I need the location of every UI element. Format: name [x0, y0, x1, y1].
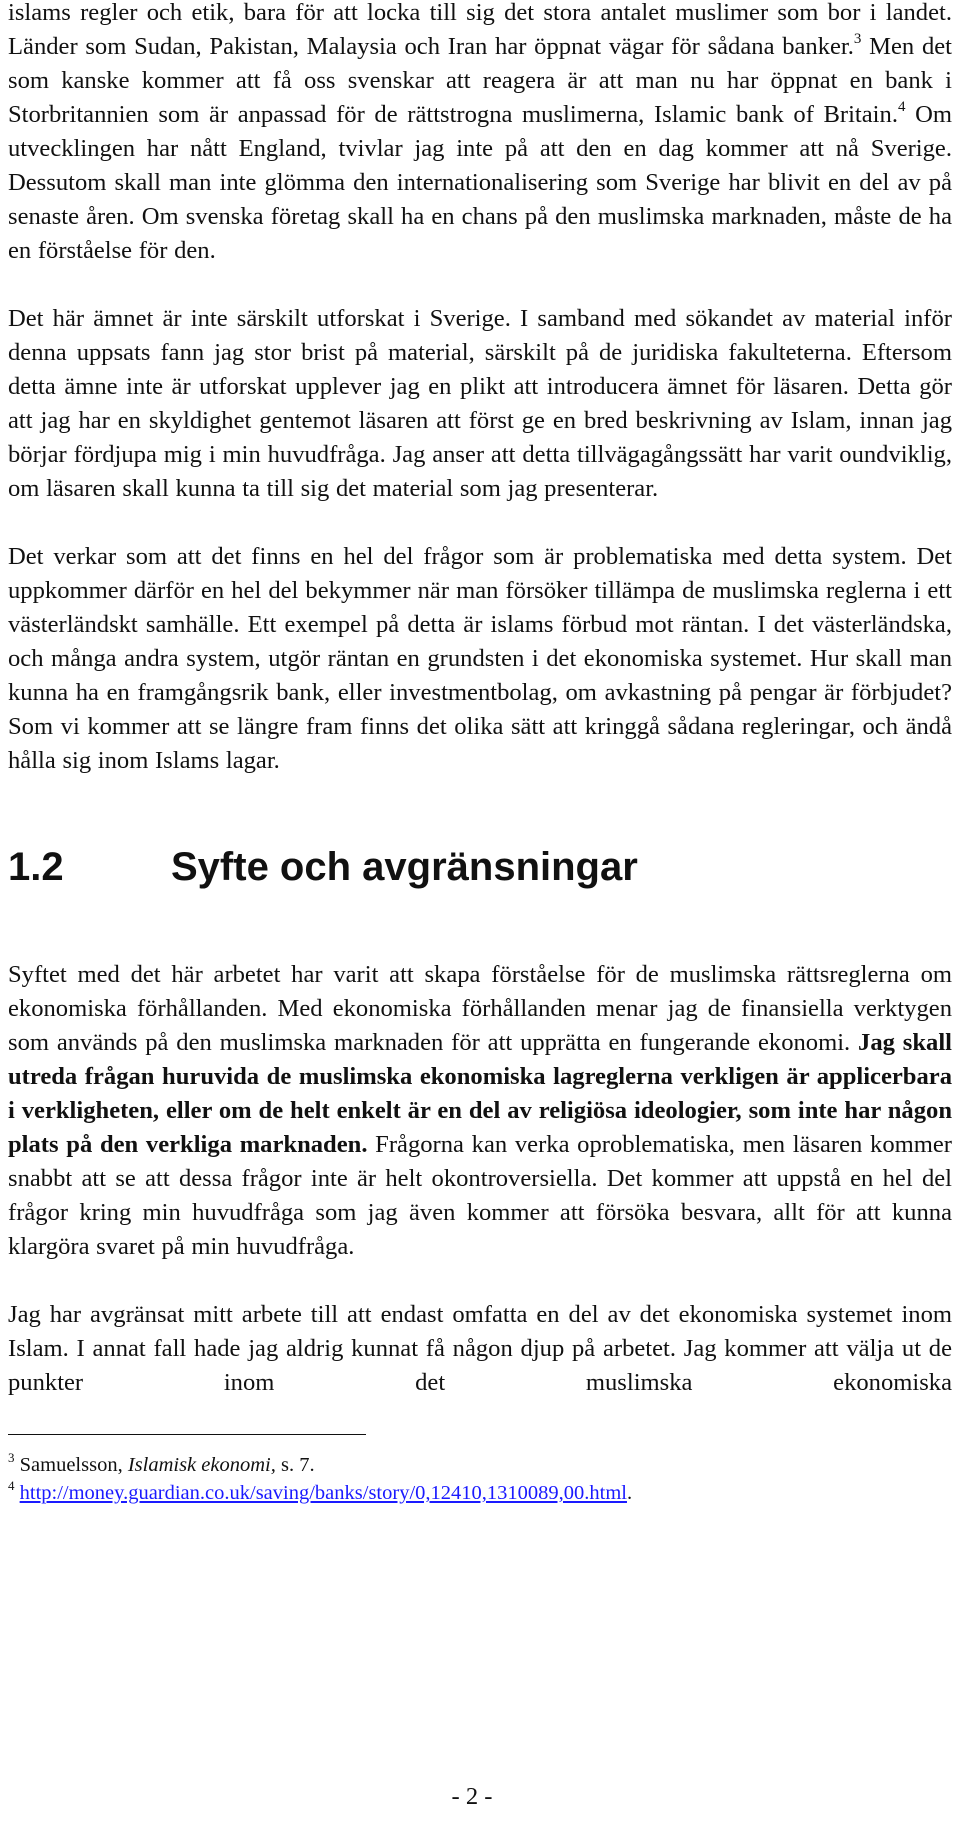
footnote-3: $^3$ Samuelsson, Islamisk ekonomi, s. 7. — [8, 1450, 315, 1476]
page-number: - 2 - — [451, 1783, 493, 1810]
paragraph-islamic-banks: islams regler och etik, bara för att locka till sig det stora antalet muslimer som bor i landet. Länder som Sudan, Pakistan, Malaysia och Iran har öppnat vägar för sådana banker.$^3$ Men det som kanske kommer att få oss svenskar att reagera är att man nu har öppnat en bank i Storbritannien som är anpassad för de rättstrogna muslimerna, Islamic bank of Britain.$^4$ Om utvecklingen har nått England, tvivlar jag inte på att den en dag kommer att nå Sverige. Dessutom skall man inte glömma den internationalisering som Sverige har blivit en del av på senaste åren. Om svenska företag skall ha en chans på den muslimska marknaden, måste de ha en förståelse för den. — [8, 0, 952, 264]
paragraph-delimitation: Jag har avgränsat mitt arbete till att endast omfatta en del av det ekonomiska systemet inom Islam. I annat fall hade jag aldrig kunnat få någon djup på arbetet. Jag kommer att välja ut de punkter inom det muslimska ekonomiska — [8, 1301, 952, 1396]
footnote-ref-4[interactable]: 4 — [897, 99, 906, 115]
footnote-ref-3[interactable]: 3 — [853, 31, 862, 47]
section-title: Syfte och avgränsningar — [171, 845, 638, 889]
research-question: Jag skall utreda frågan huruvida de muslimska ekonomiska lagreglerna verkligen är applicerbara i verkligheten, eller om de helt enkelt är en del av religiösa ideologier, som inte har någon plats på den verkliga marknaden. — [8, 1029, 952, 1158]
paragraph-problems: Det verkar som att det finns en hel del frågor som är problematiska med detta system. Det uppkommer därför en hel del bekymmer när man försöker tillämpa de muslimska reglerna i ett västerländskt samhälle. Ett exempel på detta är islams förbud mot räntan. I det västerländska, och många andra system, utgör räntan en grundsten i det ekonomiska systemet. Hur skall man kunna ha en framgångsrik bank, eller investmentbolag, om avkastning på pengar är förbjudet? Som vi kommer att se längre fram finns det olika sätt att kringgå sådana regleringar, och ändå hålla sig inom Islams lagar. — [8, 543, 952, 774]
footnote-4: $^4$ http://money.guardian.co.uk/saving/banks/story/0,12410,1310089,00.html. — [8, 1478, 633, 1504]
section-heading — [8, 845, 952, 889]
paragraph-research-gap: Det här ämnet är inte särskilt utforskat i Sverige. I samband med sökandet av material inför denna uppsats fann jag stor brist på material, särskilt på de juridiska fakulteterna. Eftersom detta ämne inte är utforskat upplever jag en plikt att introducera ämnet för läsaren. Detta gör att jag har en skyldighet gentemot läsaren att först ge en bred beskrivning av Islam, innan jag börjar fördjupa mig i min huvudfråga. Jag anser att detta tillvägagångssätt har varit oundviklig, om läsaren skall kunna ta till sig det material som jag presenterar. — [8, 305, 952, 502]
document-page — [8, 0, 952, 1507]
footnote-4-link[interactable]: http://money.guardian.co.uk/saving/banks/story/0,12410,1310089,00.html — [19, 1482, 627, 1504]
footnotes — [8, 1451, 952, 1507]
section-number: 1.2 — [8, 845, 64, 889]
paragraph-purpose: Syftet med det här arbetet har varit att skapa förståelse för de muslimska rättsreglerna om ekonomiska förhållanden. Med ekonomiska förhållanden menar jag de finansiella verktygen som används på den muslimska marknaden för att upprätta en fungerande ekonomi. Jag skall utreda frågan huruvida de muslimska ekonomiska lagreglerna verkligen är applicerbara i verkligheten, eller om de helt enkelt är en del av religiösa ideologier, som inte har någon plats på den verkliga marknaden. Frågorna kan verka oproblematiska, men läsaren kommer snabbt att se att dessa frågor inte är helt okontroversiella. Det kommer att uppstå en hel del frågor kring min huvudfråga som jag även kommer att försöka besvara, allt för att kunna klargöra svaret på min huvudfråga. — [8, 961, 953, 1260]
footnote-divider — [8, 1434, 366, 1435]
